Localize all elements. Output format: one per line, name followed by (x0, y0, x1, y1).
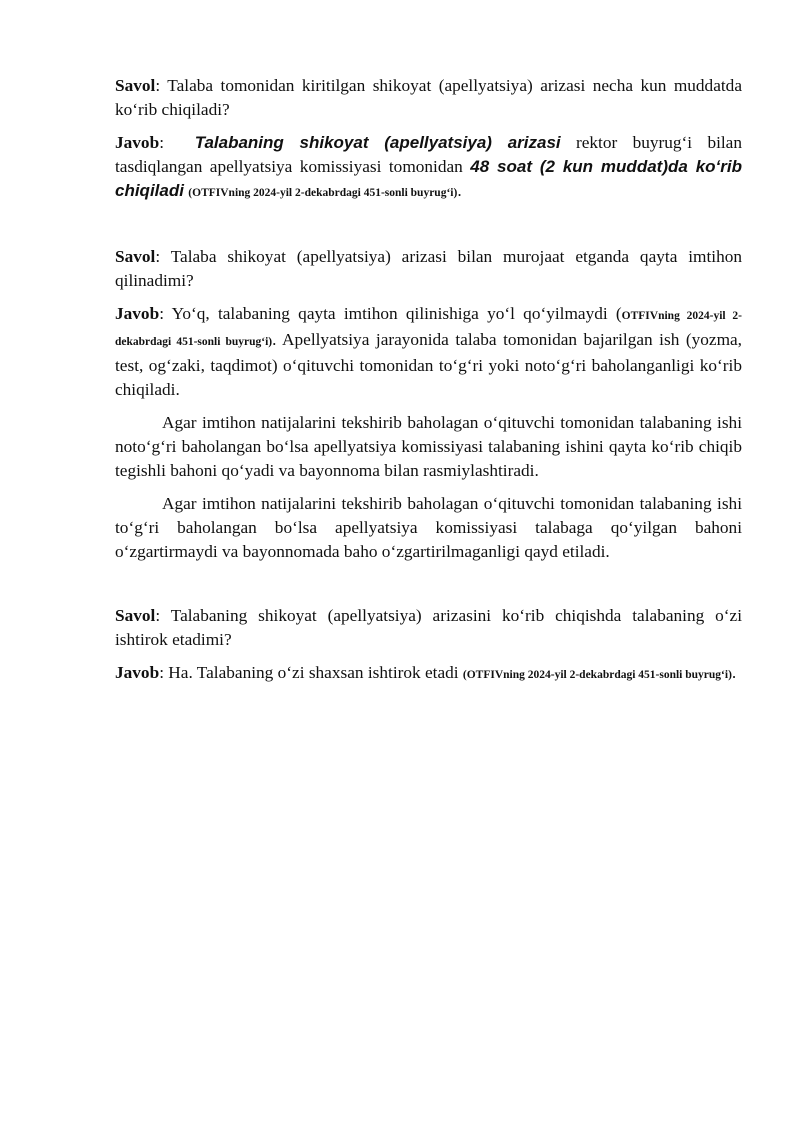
question-text: : Talaba shikoyat (apellyatsiya) arizasi bilan murojaat etganda qayta imtihon qilinadimi? (115, 247, 742, 290)
answer-2-paragraph-3: Agar imtihon natijalarini tekshirib baholagan oʻqituvchi tomonidan talabaning ishi toʻgʻri baholangan boʻlsa apellyatsiya komissiyasi talabaga qoʻyilgan bahoni oʻzgartirmaydi va bayonnomada baho oʻzgartirilmaganligi qayd etiladi. (115, 494, 742, 561)
answer-2 (115, 302, 742, 402)
document-page (115, 74, 742, 696)
answer-label: Javob (115, 663, 160, 682)
question-1 (115, 74, 742, 122)
question-3 (115, 604, 742, 652)
question-label: Savol (115, 606, 156, 625)
answer-end: . (731, 663, 737, 682)
question-label: Savol (115, 247, 156, 266)
answer-end: . (457, 181, 462, 200)
answer-text: : Ha. Talabaning oʻzi shaxsan ishtirok etadi (159, 663, 463, 682)
answer-3 (115, 661, 742, 687)
answer-separator: : (159, 133, 195, 152)
answer-text: . Apellyatsiya jarayonida talaba tomonidan bajarilgan ish (yozma, test, ogʻzaki, taqdimot) oʻqituvchi tomonidan toʻgʻri yoki notoʻgʻri baholanganligi koʻrib chiqiladi. (115, 330, 743, 399)
answer-label: Javob (115, 133, 160, 152)
answer-emphasis: 48 soat (2 kun muddat)da koʻrib chiqiladi (115, 157, 742, 200)
question-label: Savol (115, 76, 156, 95)
spacer (115, 214, 742, 245)
answer-2-paragraph-2: Agar imtihon natijalarini tekshirib baholagan oʻqituvchi tomonidan talabaning ishi notoʻgʻri baholangan boʻlsa apellyatsiya komissiyasi talabaning ishini qayta koʻrib chiqib tegishli bahoni qoʻyadi va bayonnoma bilan rasmiylashtiradi. (115, 413, 742, 480)
source-reference: (OTFIVning 2024-yil 2-dekabrdagi 451-sonli buyrugʻi) (188, 187, 458, 199)
source-reference: OTFIVning 2024-yil 2-dekabrdagi 451-sonli buyrugʻi) (115, 310, 742, 348)
answer-1 (115, 131, 742, 205)
source-reference: (OTFIVning 2024-yil 2-dekabrdagi 451-sonli buyrugʻi) (462, 669, 732, 681)
answer-emphasis: Talabaning shikoyat (apellyatsiya) arizasi (194, 133, 561, 152)
answer-text: : Yoʻq, talabaning qayta imtihon qilinishiga yoʻl qoʻyilmaydi ( (159, 304, 622, 323)
question-text: : Talaba tomonidan kiritilgan shikoyat (apellyatsiya) arizasi necha kun muddatda koʻrib chiqiladi? (115, 76, 742, 119)
spacer (115, 573, 742, 604)
answer-text: rektor buyrugʻi bilan tasdiqlangan apellyatsiya komissiyasi tomonidan (115, 133, 742, 176)
question-2 (115, 245, 742, 293)
answer-label: Javob (115, 304, 160, 323)
question-text: : Talabaning shikoyat (apellyatsiya) arizasini koʻrib chiqishda talabaning oʻzi ishtirok etadimi? (115, 606, 742, 649)
